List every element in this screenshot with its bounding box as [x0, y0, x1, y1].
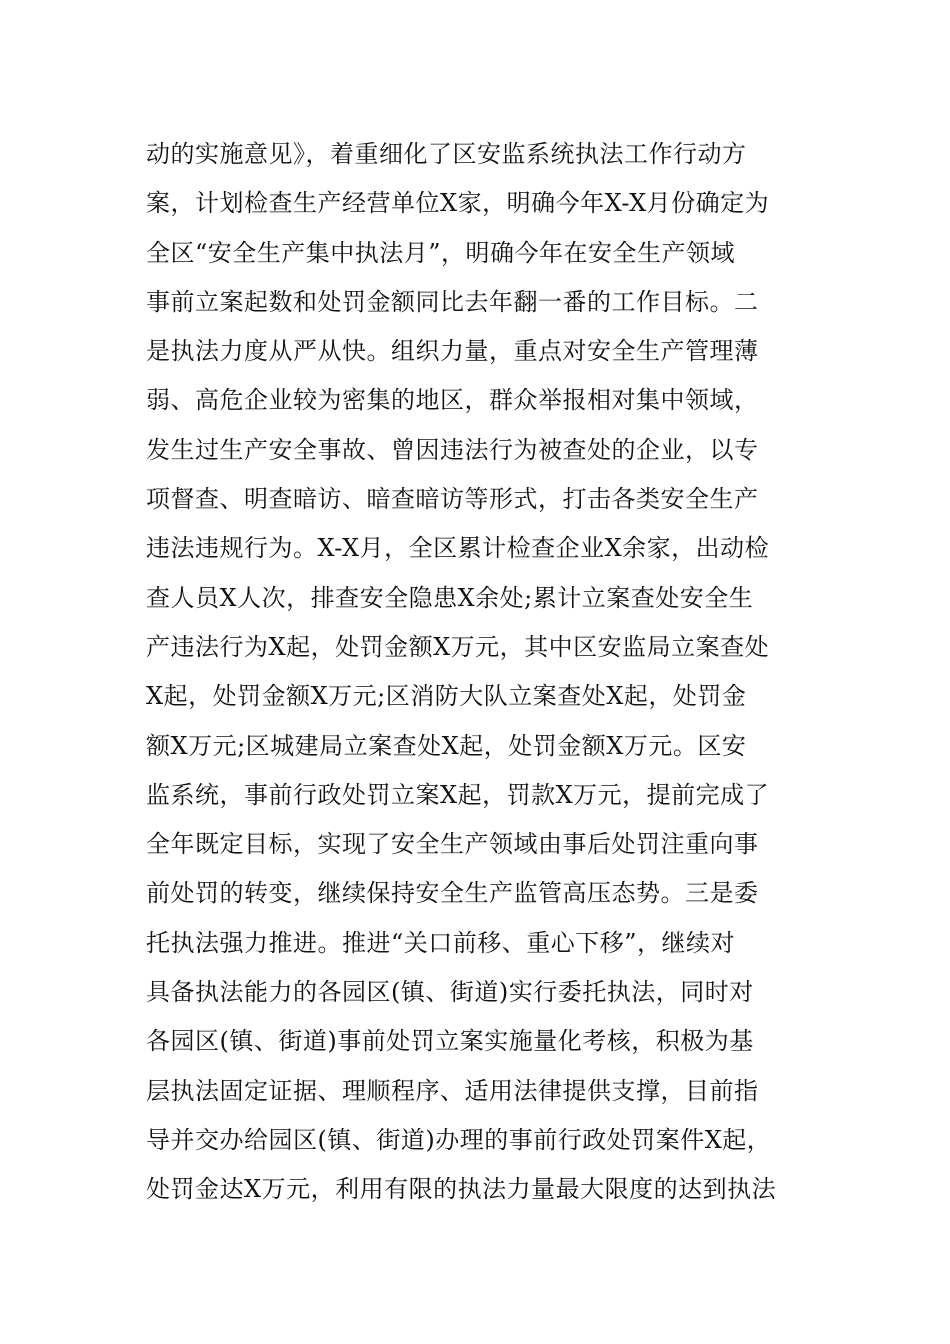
text-line: 查人员X人次，排查安全隐患X余处;累计立案查处安全生 [146, 583, 754, 612]
text-line: 事前立案起数和处罚金额同比去年翻一番的工作目标。二 [146, 287, 759, 316]
text-line: 是执法力度从严从快。组织力量，重点对安全生产管理薄 [146, 337, 759, 366]
text-line: 案，计划检查生产经营单位X家，明确今年X-X月份确定为 [146, 189, 770, 218]
text-line: 全区“安全生产集中执法月”，明确今年在安全生产领域 [146, 238, 736, 267]
text-line: 处罚金达X万元，利用有限的执法力量最大限度的达到执法 [146, 1175, 777, 1204]
text-line: 全年既定目标，实现了安全生产领域由事后处罚注重向事 [146, 830, 759, 859]
text-line: 监系统，事前行政处罚立案X起，罚款X万元，提前完成了 [146, 780, 770, 809]
text-line: 项督查、明查暗访、暗查暗访等形式，打击各类安全生产 [146, 485, 759, 514]
text-line: 违法违规行为。X-X月，全区累计检查企业X余家，出动检 [146, 534, 770, 563]
body-paragraph [146, 130, 816, 1215]
text-line: X起，处罚金额X万元;区消防大队立案查处X起，处罚金 [146, 682, 747, 711]
text-line: 产违法行为X起，处罚金额X万元，其中区安监局立案查处 [146, 632, 770, 661]
text-line: 托执法强力推进。推进“关口前移、重心下移”，继续对 [146, 928, 736, 957]
text-line: 发生过生产安全事故、曾因违法行为被查处的企业，以专 [146, 435, 759, 464]
text-line: 具备执法能力的各园区(镇、街道)实行委托执法，同时对 [146, 978, 754, 1007]
text-line: 层执法固定证据、理顺程序、适用法律提供支撑，目前指 [146, 1076, 759, 1105]
text-line: 额X万元;区城建局立案查处X起，处罚金额X万元。区安 [146, 731, 747, 760]
text-line: 导并交办给园区(镇、街道)办理的事前行政处罚案件X起， [146, 1125, 772, 1154]
text-line: 各园区(镇、街道)事前处罚立案实施量化考核，积极为基 [146, 1027, 754, 1056]
text-line: 弱、高危企业较为密集的地区，群众举报相对集中领域， [146, 386, 759, 415]
text-line: 动的实施意见》，着重细化了区安监系统执法工作行动方 [146, 140, 747, 168]
text-line: 前处罚的转变，继续保持安全生产监管高压态势。三是委 [146, 879, 759, 908]
